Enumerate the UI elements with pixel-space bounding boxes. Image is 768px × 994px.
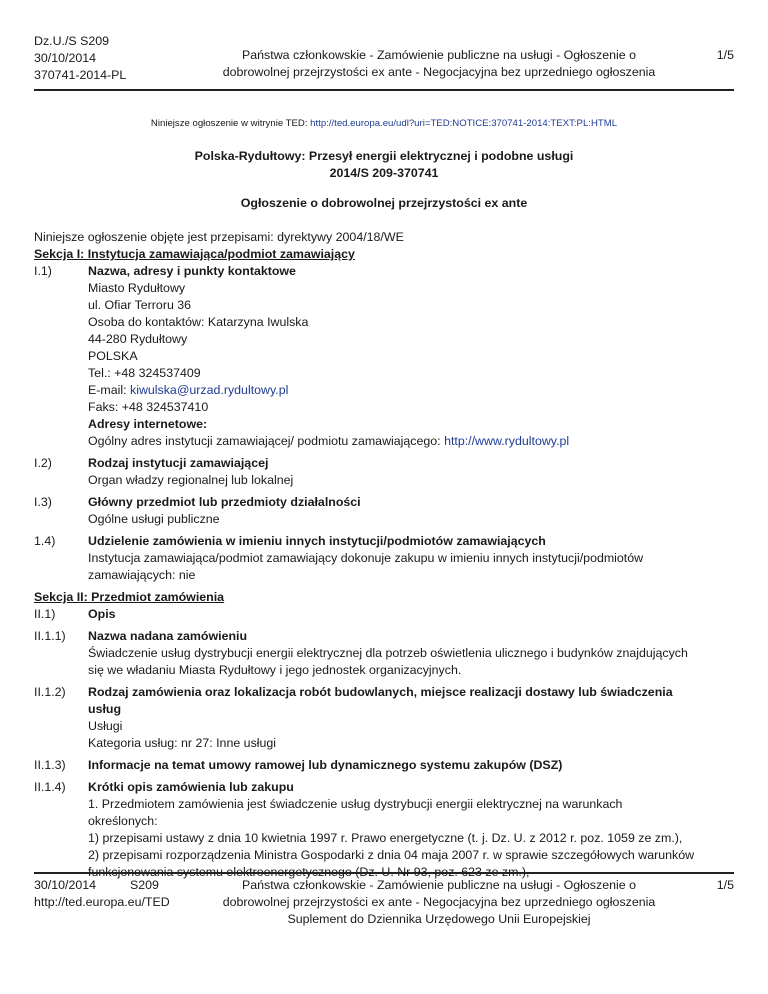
header-meta (34, 33, 204, 84)
web-link[interactable]: http://www.rydultowy.pl (444, 434, 570, 448)
item-i4 (34, 533, 734, 584)
item-text: Usługi (88, 719, 123, 733)
header-doc-id: Dz.U./S S209 (34, 34, 110, 48)
ted-notice-link[interactable]: http://ted.europa.eu/udl?uri=TED:NOTICE:370741-2014:TEXT:PL:HTML (310, 118, 618, 129)
web-label: Ogólny adres instytucji zamawiającej/ podmiotu zamawiającego: (88, 434, 445, 448)
page-header (34, 33, 734, 85)
item-title: Główny przedmiot lub przedmioty działalności (88, 495, 361, 509)
header-date: 30/10/2014 (34, 51, 97, 65)
item-ii1 (34, 606, 734, 623)
header-ref: 370741-2014-PL (34, 68, 127, 82)
item-number: I.2) (34, 456, 52, 470)
footer-date: 30/10/2014 (34, 878, 97, 892)
title-line1: Polska-Rydułtowy: Przesył energii elektrycznej i podobne usługi (194, 149, 574, 163)
item-number: I.3) (34, 495, 52, 509)
item-i1 (34, 263, 734, 450)
item-i3 (34, 494, 734, 528)
item-text: Ogólne usługi publiczne (88, 512, 220, 526)
section2-heading: Sekcja II: Przedmiot zamówienia (34, 590, 225, 604)
item-title: Krótki opis zamówienia lub zakupu (88, 780, 294, 794)
email-link[interactable]: kiwulska@urzad.rydultowy.pl (130, 383, 289, 397)
item-number: II.1.3) (34, 758, 66, 772)
intro-text: Niniejsze ogłoszenie objęte jest przepisami: dyrektywy 2004/18/WE (34, 230, 404, 244)
footer-page-number: 1/5 (716, 878, 734, 892)
item-ii13 (34, 757, 734, 774)
item-ii14 (34, 779, 734, 881)
header-page-number: 1/5 (716, 48, 734, 62)
item-number: 1.4) (34, 534, 56, 548)
web-heading: Adresy internetowe: (88, 417, 208, 431)
footer-series: S209 (130, 878, 159, 892)
org-contact: Osoba do kontaktów: Katarzyna Iwulska (88, 315, 309, 329)
header-divider (34, 89, 734, 91)
item-number: II.1.1) (34, 629, 66, 643)
item-title-cont: usług (88, 702, 122, 716)
item-title: Rodzaj instytucji zamawiającej (88, 456, 269, 470)
section1-heading: Sekcja I: Instytucja zamawiająca/podmiot zamawiający (34, 247, 355, 261)
org-name: Miasto Rydułtowy (88, 281, 186, 295)
header-line1: Państwa członkowskie - Zamówienie publiczne na usługi - Ogłoszenie o (242, 48, 636, 62)
org-country: POLSKA (88, 349, 138, 363)
footer-line1: Państwa członkowskie - Zamówienie publiczne na usługi - Ogłoszenie o (242, 878, 636, 892)
item-number: II.1.2) (34, 685, 66, 699)
item-number: I.1) (34, 264, 52, 278)
item-text: określonych: (88, 814, 158, 828)
item-title: Informacje na temat umowy ramowej lub dynamicznego systemu zakupów (DSZ) (88, 758, 563, 772)
footer-line3: Suplement do Dziennika Urzędowego Unii Europejskiej (287, 912, 591, 926)
item-text: Organ władzy regionalnej lub lokalnej (88, 473, 294, 487)
item-text: Instytucja zamawiająca/podmiot zamawiający dokonuje zakupu w imieniu innych instytucji/podmiotów (88, 551, 644, 565)
email-label: E-mail: (88, 383, 130, 397)
ted-notice-prefix: Niniejsze ogłoszenie w witrynie TED: (150, 118, 311, 129)
item-text: funkcjonowania systemu elektroenergetycznego (Dz. U. Nr 93, poz. 623 ze zm.), (88, 865, 530, 879)
item-number: II.1) (34, 607, 56, 621)
footer-title (184, 877, 694, 928)
item-text: Świadczenie usług dystrybucji energii elektrycznej dla potrzeb oświetlenia ulicznego i budynków znajdujących (88, 646, 688, 660)
org-city: 44-280 Rydułtowy (88, 332, 188, 346)
item-title: Udzielenie zamówienia w imieniu innych instytucji/podmiotów zamawiających (88, 534, 546, 548)
header-title (184, 47, 694, 81)
footer-divider (34, 872, 734, 874)
item-text: 2) przepisami rozporządzenia Ministra Gospodarki z dnia 04 maja 2007 r. w sprawie szczegółowych warunków (88, 848, 695, 862)
item-title: Nazwa, adresy i punkty kontaktowe (88, 264, 296, 278)
item-text: Kategoria usług: nr 27: Inne usługi (88, 736, 277, 750)
footer-meta (34, 877, 204, 911)
item-title: Nazwa nadana zamówieniu (88, 629, 248, 643)
item-text: zamawiających: nie (88, 568, 196, 582)
document-subtitle: Ogłoszenie o dobrowolnej przejrzystości ex ante (240, 196, 528, 210)
item-text: 1) przepisami ustawy z dnia 10 kwietnia 1997 r. Prawo energetyczne (t. j. Dz. U. z 2012 r. poz. 1059 ze zm.), (88, 831, 683, 845)
document-title (0, 148, 768, 182)
header-line2: dobrowolnej przejrzystości ex ante - Negocjacyjna bez uprzedniego ogłoszenia (222, 65, 656, 79)
org-fax: Faks: +48 324537410 (88, 400, 209, 414)
item-i2 (34, 455, 734, 489)
item-title: Rodzaj zamówienia oraz lokalizacja robót budowlanych, miejsce realizacji dostawy lub świadczenia (88, 685, 673, 699)
item-title: Opis (88, 607, 116, 621)
item-ii12 (34, 684, 734, 752)
item-number: II.1.4) (34, 780, 66, 794)
main-content (34, 229, 734, 881)
org-street: ul. Ofiar Terroru 36 (88, 298, 192, 312)
item-text: 1. Przedmiotem zamówienia jest świadczenie usług dystrybucji energii elektrycznej na warunkach (88, 797, 623, 811)
item-text: się we władaniu Miasta Rydułtowy i jego jednostek organizacyjnych. (88, 663, 462, 677)
ted-notice (0, 117, 768, 131)
item-ii11 (34, 628, 734, 679)
org-tel: Tel.: +48 324537409 (88, 366, 201, 380)
footer-url: http://ted.europa.eu/TED (34, 895, 170, 909)
title-line2: 2014/S 209-370741 (329, 166, 439, 180)
footer-line2: dobrowolnej przejrzystości ex ante - Negocjacyjna bez uprzedniego ogłoszenia (222, 895, 656, 909)
